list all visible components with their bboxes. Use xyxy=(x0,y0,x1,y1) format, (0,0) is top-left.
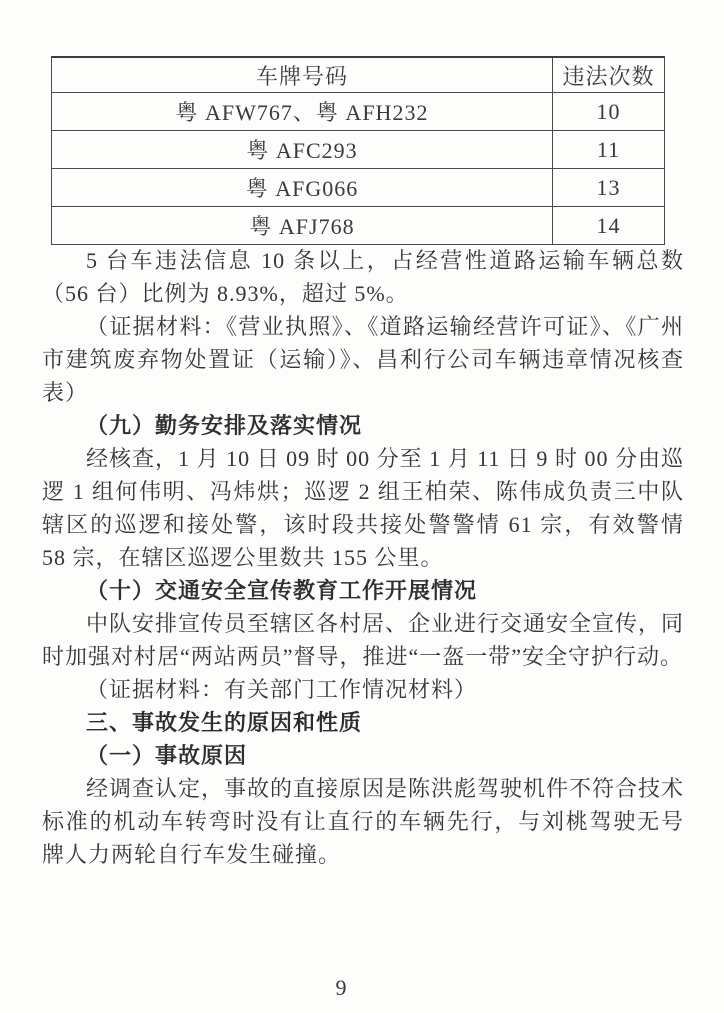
page-number: 9 xyxy=(335,975,347,1000)
paragraph-patrol-details: 经核查，1 月 10 日 09 时 00 分至 1 月 11 日 9 时 00 分由巡逻 1 组何伟明、冯炜烘；巡逻 2 组王柏荣、陈伟成负责三中队辖区的巡逻和接处警，该时段共接处警警情 61 宗，有效警情 58 宗，在辖区巡逻公里数共 155 公里。 xyxy=(42,446,684,570)
table-row xyxy=(52,169,665,207)
paragraph-violation-summary: 5 台车违法信息 10 条以上，占经营性道路运输车辆总数（56 台）比例为 8.93%，超过 5%。 xyxy=(42,248,684,306)
document-body xyxy=(42,244,684,871)
violation-table-container xyxy=(51,56,664,245)
violation-table xyxy=(51,56,665,245)
plate-cell: 粤 AFW767、粤 AFH232 xyxy=(52,93,553,131)
heading-part-3: 三、事故发生的原因和性质 xyxy=(86,710,363,735)
plate-column-header: 车牌号码 xyxy=(52,57,553,93)
heading-accident-cause: （一）事故原因 xyxy=(86,743,248,768)
count-cell: 11 xyxy=(553,131,665,169)
heading-section-9: （九）勤务安排及落实情况 xyxy=(86,413,363,438)
plate-cell: 粤 AFC293 xyxy=(52,131,553,169)
paragraph-safety-publicity: 中队安排宣传员至辖区各村居、企业进行交通安全宣传，同时加强对村居“两站两员”督导，推进“一盔一带”安全守护行动。 xyxy=(42,611,685,669)
table-header-row xyxy=(52,57,665,93)
count-cell: 14 xyxy=(553,207,665,245)
count-cell: 10 xyxy=(553,93,665,131)
plate-cell: 粤 AFG066 xyxy=(52,169,553,207)
table-row xyxy=(52,131,665,169)
table-row xyxy=(52,207,665,245)
paragraph-evidence-materials-1: （证据材料：《营业执照》、《道路运输经营许可证》、《广州市建筑废弃物处置证（运输）》、昌利行公司车辆违章情况核查表） xyxy=(42,314,684,405)
count-column-header: 违法次数 xyxy=(553,57,665,93)
heading-section-10: （十）交通安全宣传教育工作开展情况 xyxy=(86,578,478,603)
count-cell: 13 xyxy=(553,169,665,207)
plate-cell: 粤 AFJ768 xyxy=(52,207,553,245)
paragraph-accident-cause: 经调查认定，事故的直接原因是陈洪彪驾驶机件不符合技术标准的机动车转弯时没有让直行的车辆先行，与刘桃驾驶无号牌人力两轮自行车发生碰撞。 xyxy=(42,776,685,867)
table-row xyxy=(52,93,665,131)
paragraph-evidence-materials-2: （证据材料：有关部门工作情况材料） xyxy=(86,677,478,702)
